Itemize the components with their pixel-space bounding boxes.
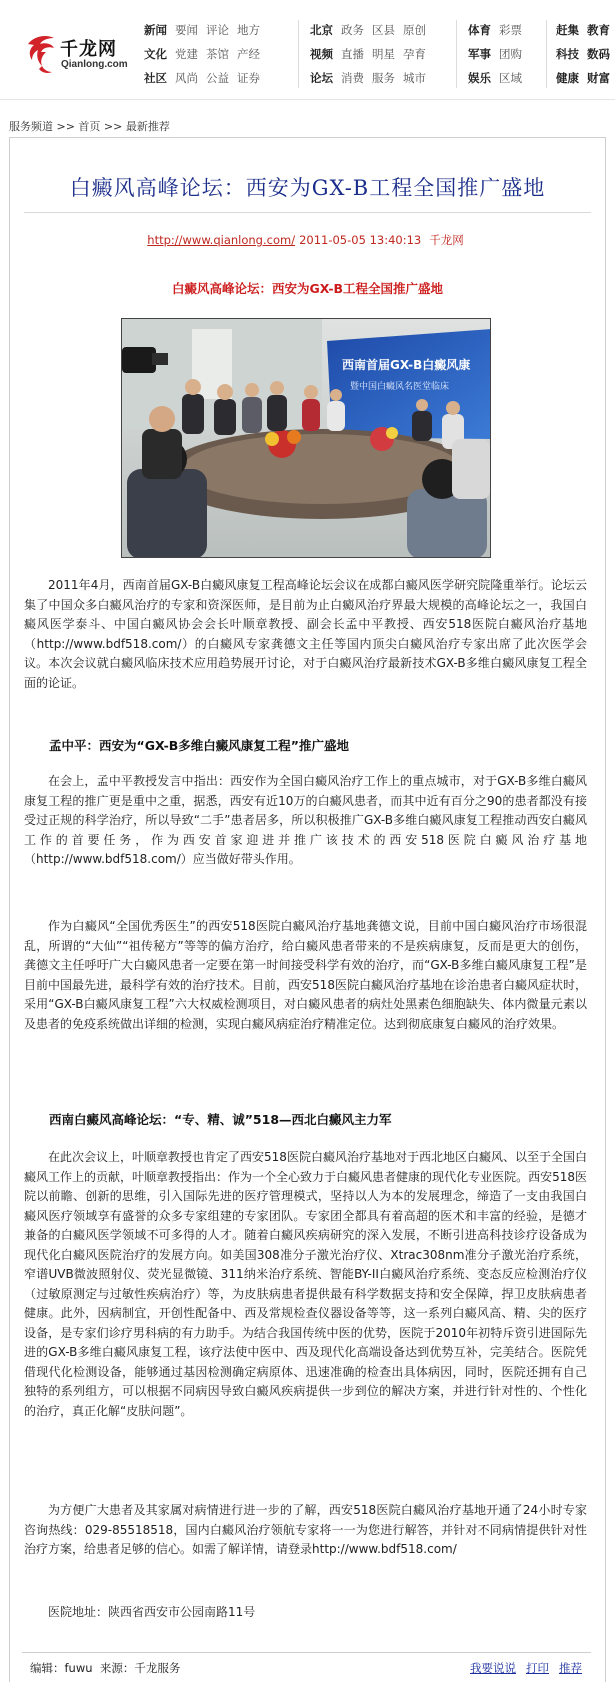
nav-group-sports xyxy=(468,18,530,90)
article-subtitle: 白癜风高峰论坛：西安为GX-B工程全国推广盛地 xyxy=(171,281,444,296)
nav-link[interactable]: 彩票 xyxy=(499,23,522,37)
nav-row xyxy=(144,42,268,66)
nav-divider xyxy=(546,20,547,88)
article-paragraph: 作为白癜风“全国优秀医生”的西安518医院白癜风治疗基地龚德文说，目前中国白癜风治疗市场很混乱，所谓的“大仙”“祖传秘方”等等的偏方治疗，给白癜风患者带来的不是疾病康复，反而是更大的创伤，龚德文主任呼吁广大白癜风患者一定要在第一时间接受科学有效的治疗，而“GX-B多维白癜风康复工程”是目前中国最先进，最科学有效的治疗技术。目前，西安518医院白癜风治疗基地在诊治患者白癜风症状时，采用“GX-B白癜风康复工程”六大权威检测项目，对白癜风患者的病灶处黑素色细胞缺失、体内微量元素以及患者的免疫系统做出详细的检测，实现白癜风病症治疗精准定位。达到彻底康复白癜风的治疗效果。 xyxy=(24,919,587,1031)
site-logo[interactable] xyxy=(24,30,139,80)
article-source: 千龙网 xyxy=(429,233,464,247)
article-paragraph: 在会上，孟中平教授发言中指出：西安作为全国白癜风治疗工作上的重点城市，对于GX-B多维白癜风康复工程的推广更是重中之重，据悉，西安有近10万的白癜风患者，而其中近有百分之90的患者都没有接受过正规的科学治疗，所以导致“二手”患者居多，所以积极推广GX-B多维白癜风康复工程推动西安白癜风工作的首要任务，作为西安首家迎进并推广该技术的西安518医院白癜风治疗基地（http://www.bdf518.com/）应当做好带头作用。 xyxy=(24,774,587,866)
nav-row xyxy=(468,18,530,42)
nav-link[interactable]: 原创 xyxy=(403,23,426,37)
article-footer-info xyxy=(30,1660,180,1676)
nav-link[interactable]: 视频 xyxy=(310,47,333,61)
nav-link[interactable]: 风尚 xyxy=(175,71,198,85)
nav-link[interactable]: 要闻 xyxy=(175,23,198,37)
nav-link[interactable]: 赶集 xyxy=(556,23,579,37)
nav-group-news xyxy=(144,18,268,90)
section-heading: 孟中平：西安为“GX-B多维白癜风康复工程”推广盛地 xyxy=(49,738,350,753)
nav-link[interactable]: 产经 xyxy=(237,47,260,61)
hospital-address: 医院地址：陕西省西安市公园南路11号 xyxy=(48,1605,256,1619)
nav-link[interactable]: 服务 xyxy=(372,71,395,85)
dragon-logo-icon xyxy=(24,30,64,76)
nav-link[interactable]: 消费 xyxy=(341,71,364,85)
nav-link[interactable]: 直播 xyxy=(341,47,364,61)
nav-link[interactable]: 科技 xyxy=(556,47,579,61)
nav-row xyxy=(468,66,530,90)
nav-row xyxy=(556,66,615,90)
article-source-url-link[interactable]: http://www.qianlong.com/ xyxy=(147,233,296,247)
section-heading: 西南白癜风高峰论坛：“专、精、诚”518—西北白癜风主力军 xyxy=(49,1112,392,1127)
article-meta xyxy=(0,232,615,248)
article-photo xyxy=(121,318,491,558)
nav-link[interactable]: 社区 xyxy=(144,71,167,85)
recommend-link[interactable]: 推荐 xyxy=(559,1661,582,1675)
nav-link[interactable]: 区县 xyxy=(372,23,395,37)
nav-group-beijing xyxy=(310,18,434,90)
breadcrumb[interactable]: 服务频道 >> 首页 >> 最新推荐 xyxy=(9,120,170,133)
nav-row xyxy=(468,42,530,66)
nav-link[interactable]: 政务 xyxy=(341,23,364,37)
source-label: 来源： xyxy=(99,1661,135,1675)
title-divider xyxy=(24,212,591,213)
nav-link[interactable]: 论坛 xyxy=(310,71,333,85)
nav-link[interactable]: 团购 xyxy=(499,47,522,61)
nav-link[interactable]: 军事 xyxy=(468,47,491,61)
article-paragraph: 2011年4月，西南首届GX-B白癜风康复工程高峰论坛会议在成都白癜风医学研究院隆重举行。论坛云集了中国众多白癜风治疗的专家和资深医师，是目前为止白癜风治疗界最大规模的高峰论坛之一，我国白癜风医学泰斗、中国白癜风协会会长叶顺章教授、副会长孟中平教授、西安518医院白癜风治疗基地（http://www.bdf518.com/）的白癜风专家龚德文主任等国内顶尖白癜风治疗专家出席了此次医学会议。本次会议就白癜风临床技术应用趋势展开讨论，对于白癜风治疗最新技术GX-B多维白癜风康复工程全面的论证。 xyxy=(24,578,587,690)
nav-link[interactable]: 娱乐 xyxy=(468,71,491,85)
article-paragraph: 在此次会议上，叶顺章教授也肯定了西安518医院白癜风治疗基地对于西北地区白癜风、以至于全国白癜风工作上的贡献，叶顺章教授指出：作为一个全心致力于白癜风患者健康的现代化专业医院。西安518医院以前瞻、创新的思维，引入国际先进的医疗管理模式，坚持以人为本的发展理念，缔造了一支由我国白癜风医疗领域享有盛誉的众多专家组建的专家团队。专家团全都具有着高超的医术和丰富的经验，是德才兼备的白癜风医学领域不可多得的人才。随着白癜风疾病研究的深入发展，不断引进高科技诊疗设备成为现代化白癜风医院治疗的发展方向。如美国308准分子激光治疗仪、Xtrac308nm准分子激光治疗系统，窄谱UVB微波照射仪、荧光显微镜、311纳米治疗系统、智能BY-II白癜风治疗系统、变态反应检测治疗仪（过敏原测定与过敏性疾病治疗）等，为皮肤病患者提供最有科学数据支持和安全保障，捍卫皮肤病患者健康。此外，因病制宜，开创性配备中、西及常规检查仪器设备等等，这一系列白癜风高、精、尖的医疗设备，是专家们诊疗男科病的有力助手。为结合我国传统中医的优势，医院于2010年初特斥资引进国际先进的GX-B多维白癜风康复工程，该疗法使中医中、西及现代化高端设备达到优势互补，完美结合。医院凭借现代化检测设备，能够通过基因检测确定病原体、迅速准确的检查出具体病因，同时，医院还拥有自己独特的系列组方，可以根据不同病因导致白癜风疾病提供一步到位的解决方案，并进行针对性的、个性化的治疗，真正化解“皮肤问题”。 xyxy=(24,1150,587,1418)
nav-row xyxy=(310,66,434,90)
nav-row xyxy=(310,18,434,42)
nav-row xyxy=(144,18,268,42)
article-title: 白癜风高峰论坛：西安为GX-B工程全国推广盛地 xyxy=(69,176,546,200)
footer-divider xyxy=(22,1652,591,1653)
nav-link[interactable]: 证券 xyxy=(237,71,260,85)
conference-photo-image xyxy=(122,319,491,558)
logo-english-text: Qianlong.com xyxy=(61,59,128,70)
nav-link[interactable]: 文化 xyxy=(144,47,167,61)
nav-link[interactable]: 数码 xyxy=(587,47,610,61)
footer-source: 千龙服务 xyxy=(134,1661,181,1675)
banner-text-2: 暨中国白癜风名医堂临床 xyxy=(350,382,450,392)
logo-chinese-text: 千龙网 xyxy=(60,39,117,60)
nav-link[interactable]: 党建 xyxy=(175,47,198,61)
nav-link[interactable]: 评论 xyxy=(206,23,229,37)
nav-link[interactable]: 茶馆 xyxy=(206,47,229,61)
editor-label: 编辑： xyxy=(30,1661,65,1675)
editor-name: fuwu xyxy=(64,1661,93,1675)
nav-link[interactable]: 地方 xyxy=(237,23,260,37)
nav-group-market xyxy=(556,18,615,90)
article-actions xyxy=(460,1660,582,1676)
nav-row xyxy=(144,66,268,90)
article-datetime: 2011-05-05 13:40:13 xyxy=(299,233,422,247)
nav-link[interactable]: 北京 xyxy=(310,23,333,37)
comment-link[interactable]: 我要说说 xyxy=(470,1661,516,1675)
nav-row xyxy=(556,18,615,42)
nav-link[interactable]: 健康 xyxy=(556,71,579,85)
article-paragraph: 为方便广大患者及其家属对病情进行进一步的了解，西安518医院白癜风治疗基地开通了24小时专家咨询热线：029-85518518，国内白癜风治疗领航专家将一一为您进行解答，并针对不同病情提供针对性治疗方案，给患者足够的信心。如需了解详情，请登录http://www.bdf518.com/ xyxy=(24,1503,587,1556)
nav-link[interactable]: 财富 xyxy=(587,71,610,85)
nav-link[interactable]: 明星 xyxy=(372,47,395,61)
nav-divider xyxy=(298,20,299,88)
nav-link[interactable]: 孕育 xyxy=(403,47,426,61)
site-header xyxy=(0,0,615,100)
nav-link[interactable]: 区域 xyxy=(499,71,522,85)
nav-divider xyxy=(456,20,457,88)
nav-row xyxy=(556,42,615,66)
nav-link[interactable]: 公益 xyxy=(206,71,229,85)
nav-link[interactable]: 教育 xyxy=(587,23,610,37)
print-link[interactable]: 打印 xyxy=(526,1661,549,1675)
nav-link[interactable]: 城市 xyxy=(403,71,426,85)
nav-link[interactable]: 体育 xyxy=(468,23,491,37)
nav-link[interactable]: 新闻 xyxy=(144,23,167,37)
banner-text-1: 西南首届GX-B白癜风康 xyxy=(342,358,471,372)
nav-row xyxy=(310,42,434,66)
